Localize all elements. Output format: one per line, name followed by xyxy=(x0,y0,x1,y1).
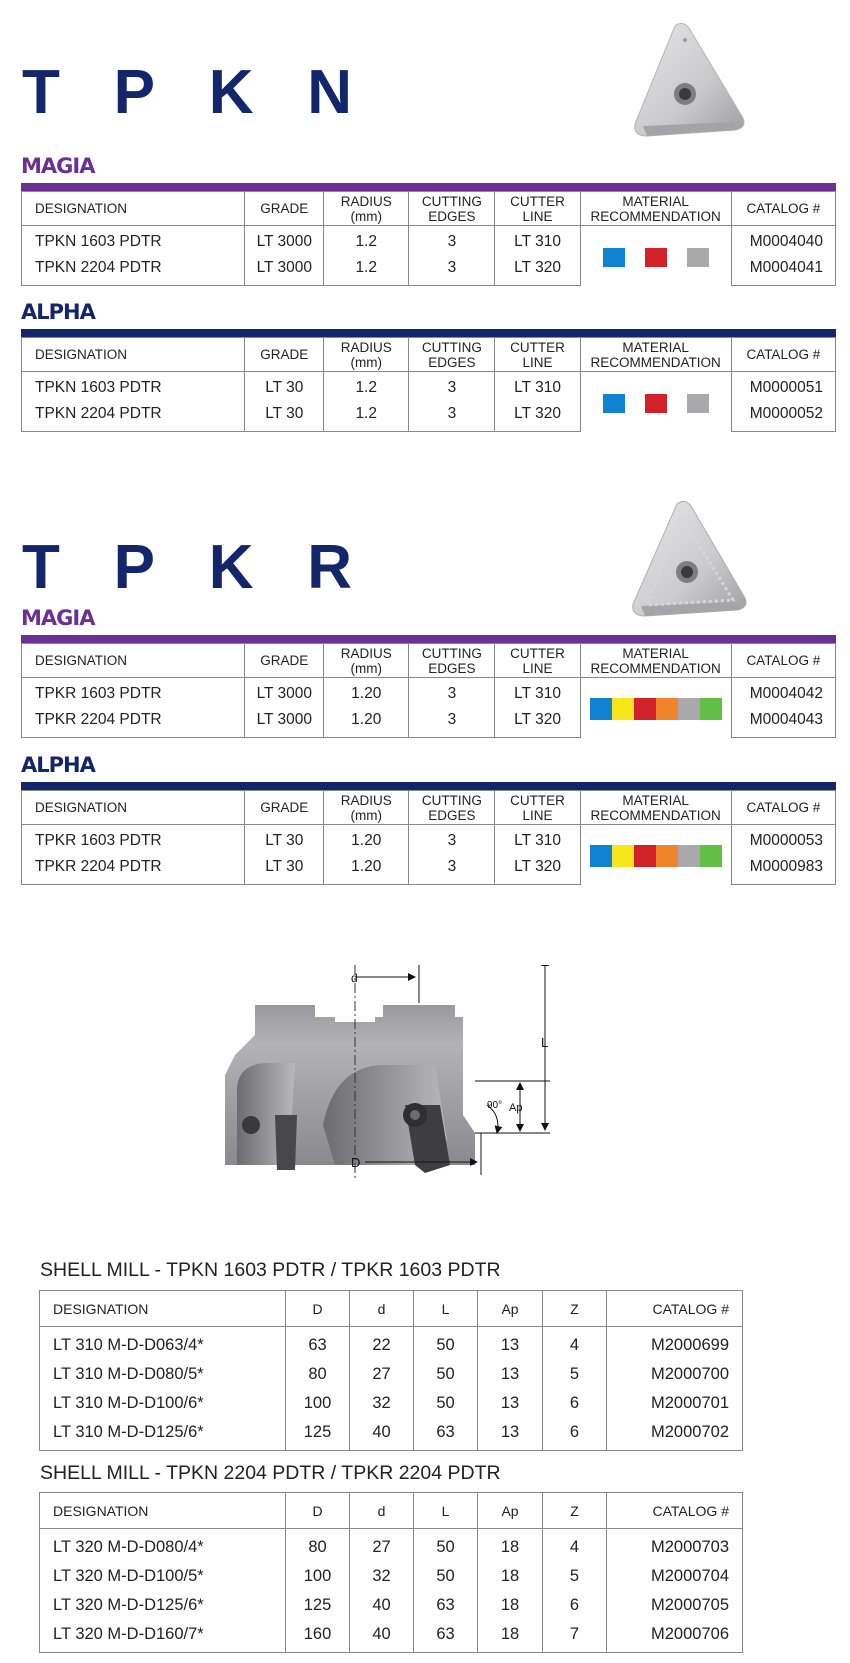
col-radius xyxy=(324,338,409,372)
col-grade: GRADE xyxy=(245,791,324,825)
mill1-table xyxy=(39,1290,743,1451)
cell-L: 63 xyxy=(414,1620,478,1653)
tpkn-insert-image xyxy=(625,18,755,148)
tpkr-alpha-table xyxy=(21,790,836,885)
cell-material xyxy=(580,226,731,286)
col-L: L xyxy=(414,1493,478,1529)
col-line xyxy=(495,644,580,678)
col-material-line1: MATERIAL xyxy=(622,193,689,209)
cell-edges: 3 xyxy=(409,678,495,708)
title-letter: T xyxy=(22,58,60,127)
col-edges-line2: EDGES xyxy=(428,354,476,370)
table-row xyxy=(40,1562,743,1591)
cell-Z: 6 xyxy=(543,1389,607,1418)
table-row xyxy=(40,1529,743,1563)
label-D: D xyxy=(351,1155,361,1170)
cell-d: 40 xyxy=(350,1418,414,1451)
col-Ap: Ap xyxy=(478,1291,543,1327)
table-row xyxy=(40,1327,743,1361)
cell-grade: LT 3000 xyxy=(245,678,324,708)
cell-D: 160 xyxy=(286,1620,350,1653)
table-row xyxy=(40,1418,743,1451)
cell-grade: LT 30 xyxy=(245,825,324,855)
cell-catalog: M0004042 xyxy=(731,678,835,708)
material-swatch-green xyxy=(700,845,722,867)
cell-line: LT 320 xyxy=(495,707,580,738)
cell-designation: TPKN 2204 PDTR xyxy=(22,401,245,432)
cell-grade: LT 30 xyxy=(245,372,324,402)
table-row xyxy=(40,1620,743,1653)
cell-designation: LT 320 M-D-D160/7* xyxy=(40,1620,286,1653)
cell-edges: 3 xyxy=(409,707,495,738)
material-swatch-blue xyxy=(603,394,625,413)
cell-Ap: 13 xyxy=(478,1418,543,1451)
cell-d: 40 xyxy=(350,1591,414,1620)
col-material-line2: RECOMMENDATION xyxy=(590,660,721,676)
col-line xyxy=(495,192,580,226)
col-Z: Z xyxy=(543,1493,607,1529)
cell-Ap: 18 xyxy=(478,1591,543,1620)
col-catalog: CATALOG # xyxy=(731,644,835,678)
cell-catalog: M0000051 xyxy=(731,372,835,402)
cell-radius: 1.2 xyxy=(324,226,409,256)
cell-L: 63 xyxy=(414,1591,478,1620)
cell-d: 32 xyxy=(350,1562,414,1591)
material-swatch-green xyxy=(700,698,722,720)
col-catalog: CATALOG # xyxy=(731,791,835,825)
header-row xyxy=(22,791,836,825)
col-Ap: Ap xyxy=(478,1493,543,1529)
label-L: L xyxy=(541,1035,549,1050)
cell-edges: 3 xyxy=(409,401,495,432)
col-edges xyxy=(409,644,495,678)
mill1-title: SHELL MILL - TPKN 1603 PDTR / TPKR 1603 PDTR xyxy=(40,1259,501,1281)
col-edges-line2: EDGES xyxy=(428,208,476,224)
material-swatch-gray xyxy=(678,845,700,867)
label-Ap: Ap xyxy=(509,1102,523,1114)
col-material xyxy=(580,791,731,825)
cell-line: LT 310 xyxy=(495,372,580,402)
cell-material xyxy=(580,825,731,885)
cell-radius: 1.20 xyxy=(324,825,409,855)
cell-Z: 4 xyxy=(543,1327,607,1361)
cell-d: 22 xyxy=(350,1327,414,1361)
col-radius-line1: RADIUS xyxy=(340,339,392,355)
tpkn-alpha-rule xyxy=(21,329,836,337)
material-swatch-red xyxy=(634,845,656,867)
material-swatch-yellow xyxy=(612,845,634,867)
col-line-line2: LINE xyxy=(522,660,553,676)
cell-D: 125 xyxy=(286,1418,350,1451)
shell-mill-diagram xyxy=(225,965,605,1245)
cell-radius: 1.20 xyxy=(324,678,409,708)
col-D: D xyxy=(286,1493,350,1529)
material-swatch-blue xyxy=(590,845,612,867)
table-row xyxy=(22,678,836,708)
col-designation: DESIGNATION xyxy=(22,791,245,825)
tpkr-insert-image xyxy=(625,498,755,628)
col-material-line2: RECOMMENDATION xyxy=(590,354,721,370)
col-line-line1: CUTTER xyxy=(510,339,565,355)
cell-line: LT 320 xyxy=(495,854,580,885)
cell-designation: LT 320 M-D-D100/5* xyxy=(40,1562,286,1591)
cell-Ap: 13 xyxy=(478,1389,543,1418)
title-letter: K xyxy=(208,58,254,127)
material-swatch-yellow xyxy=(612,698,634,720)
cell-D: 100 xyxy=(286,1562,350,1591)
cell-line: LT 320 xyxy=(495,255,580,286)
cell-D: 100 xyxy=(286,1389,350,1418)
cell-designation: TPKR 2204 PDTR xyxy=(22,707,245,738)
title-letter: P xyxy=(113,533,155,602)
cell-Ap: 18 xyxy=(478,1620,543,1653)
cell-catalog: M2000699 xyxy=(607,1327,743,1361)
cell-designation: TPKR 1603 PDTR xyxy=(22,678,245,708)
cell-grade: LT 3000 xyxy=(245,226,324,256)
col-radius-line2: (mm) xyxy=(350,354,382,370)
cell-radius: 1.2 xyxy=(324,372,409,402)
cell-grade: LT 30 xyxy=(245,854,324,885)
cell-Ap: 13 xyxy=(478,1327,543,1361)
header-row xyxy=(22,192,836,226)
col-grade: GRADE xyxy=(245,338,324,372)
cell-material xyxy=(580,678,731,738)
cell-radius: 1.2 xyxy=(324,255,409,286)
cell-edges: 3 xyxy=(409,255,495,286)
cell-catalog: M0004041 xyxy=(731,255,835,286)
cell-edges: 3 xyxy=(409,226,495,256)
col-designation: DESIGNATION xyxy=(22,644,245,678)
col-radius-line1: RADIUS xyxy=(340,193,392,209)
cell-catalog: M2000702 xyxy=(607,1418,743,1451)
col-edges-line1: CUTTING xyxy=(421,193,482,209)
cell-L: 50 xyxy=(414,1529,478,1563)
tpkr-magia-rule xyxy=(21,635,836,643)
cell-L: 50 xyxy=(414,1360,478,1389)
title-letter: T xyxy=(22,533,60,602)
title-letter: R xyxy=(307,533,352,602)
col-line xyxy=(495,338,580,372)
cell-D: 80 xyxy=(286,1360,350,1389)
cell-line: LT 310 xyxy=(495,226,580,256)
col-catalog: CATALOG # xyxy=(731,192,835,226)
col-edges-line1: CUTTING xyxy=(421,339,482,355)
header-row xyxy=(40,1291,743,1327)
col-d: d xyxy=(350,1493,414,1529)
col-edges xyxy=(409,192,495,226)
table-row xyxy=(22,226,836,256)
col-grade: GRADE xyxy=(245,644,324,678)
col-edges xyxy=(409,338,495,372)
cell-designation: LT 310 M-D-D080/5* xyxy=(40,1360,286,1389)
cell-designation: LT 310 M-D-D063/4* xyxy=(40,1327,286,1361)
tpkr-title xyxy=(22,533,352,602)
cell-catalog: M2000700 xyxy=(607,1360,743,1389)
mill2-table xyxy=(39,1492,743,1653)
cell-catalog: M2000706 xyxy=(607,1620,743,1653)
col-grade: GRADE xyxy=(245,192,324,226)
col-radius-line2: (mm) xyxy=(350,660,382,676)
cell-d: 40 xyxy=(350,1620,414,1653)
col-material xyxy=(580,192,731,226)
cell-Ap: 13 xyxy=(478,1360,543,1389)
col-edges xyxy=(409,791,495,825)
cell-designation: TPKR 2204 PDTR xyxy=(22,854,245,885)
col-designation: DESIGNATION xyxy=(40,1291,286,1327)
tpkn-magia-table xyxy=(21,191,836,286)
col-material xyxy=(580,338,731,372)
title-letter: N xyxy=(307,58,352,127)
cell-L: 50 xyxy=(414,1562,478,1591)
cell-designation: LT 310 M-D-D125/6* xyxy=(40,1418,286,1451)
cell-Ap: 18 xyxy=(478,1529,543,1563)
cell-catalog: M2000705 xyxy=(607,1591,743,1620)
col-edges-line2: EDGES xyxy=(428,660,476,676)
material-swatch-blue xyxy=(590,698,612,720)
col-edges-line2: EDGES xyxy=(428,807,476,823)
cell-catalog: M2000703 xyxy=(607,1529,743,1563)
cell-grade: LT 30 xyxy=(245,401,324,432)
col-radius xyxy=(324,192,409,226)
cell-catalog: M0000052 xyxy=(731,401,835,432)
tpkn-alpha-brand: ALPHA xyxy=(21,300,95,324)
cell-Z: 6 xyxy=(543,1591,607,1620)
cell-designation: TPKR 1603 PDTR xyxy=(22,825,245,855)
col-radius xyxy=(324,644,409,678)
material-strip xyxy=(590,845,722,867)
header-row xyxy=(22,338,836,372)
cell-Ap: 18 xyxy=(478,1562,543,1591)
col-material-line2: RECOMMENDATION xyxy=(590,208,721,224)
cell-radius: 1.2 xyxy=(324,401,409,432)
col-radius xyxy=(324,791,409,825)
col-designation: DESIGNATION xyxy=(22,192,245,226)
cell-designation: TPKN 1603 PDTR xyxy=(22,226,245,256)
cell-L: 63 xyxy=(414,1418,478,1451)
tpkn-alpha-table xyxy=(21,337,836,432)
tpkr-alpha-brand: ALPHA xyxy=(21,753,95,777)
col-catalog: CATALOG # xyxy=(607,1493,743,1529)
col-L: L xyxy=(414,1291,478,1327)
col-line-line2: LINE xyxy=(522,354,553,370)
col-designation: DESIGNATION xyxy=(40,1493,286,1529)
col-line xyxy=(495,791,580,825)
title-letter: P xyxy=(113,58,155,127)
title-letter: K xyxy=(208,533,254,602)
col-D: D xyxy=(286,1291,350,1327)
col-radius-line1: RADIUS xyxy=(340,792,392,808)
col-line-line1: CUTTER xyxy=(510,792,565,808)
material-swatch-red xyxy=(645,248,667,267)
col-radius-line2: (mm) xyxy=(350,208,382,224)
material-swatch-red xyxy=(634,698,656,720)
material-swatch-gray xyxy=(687,248,709,267)
cell-material xyxy=(580,372,731,432)
cell-designation: LT 320 M-D-D125/6* xyxy=(40,1591,286,1620)
cell-grade: LT 3000 xyxy=(245,255,324,286)
col-edges-line1: CUTTING xyxy=(421,645,482,661)
cell-d: 27 xyxy=(350,1529,414,1563)
col-catalog: CATALOG # xyxy=(731,338,835,372)
cell-D: 125 xyxy=(286,1591,350,1620)
col-d: d xyxy=(350,1291,414,1327)
col-line-line2: LINE xyxy=(522,807,553,823)
tpkr-magia-brand: MAGIA xyxy=(21,606,95,630)
material-swatch-red xyxy=(645,394,667,413)
col-material-line1: MATERIAL xyxy=(622,645,689,661)
tpkr-alpha-rule xyxy=(21,782,836,790)
cell-D: 80 xyxy=(286,1529,350,1563)
header-row xyxy=(40,1493,743,1529)
cell-designation: TPKN 1603 PDTR xyxy=(22,372,245,402)
cell-Z: 6 xyxy=(543,1418,607,1451)
cell-Z: 7 xyxy=(543,1620,607,1653)
cell-Z: 5 xyxy=(543,1360,607,1389)
cell-catalog: M2000701 xyxy=(607,1389,743,1418)
col-material xyxy=(580,644,731,678)
col-Z: Z xyxy=(543,1291,607,1327)
cell-designation: LT 310 M-D-D100/6* xyxy=(40,1389,286,1418)
col-line-line2: LINE xyxy=(522,208,553,224)
cell-L: 50 xyxy=(414,1327,478,1361)
tpkr-magia-table xyxy=(21,643,836,738)
cell-D: 63 xyxy=(286,1327,350,1361)
col-edges-line1: CUTTING xyxy=(421,792,482,808)
cell-catalog: M0000983 xyxy=(731,854,835,885)
cell-L: 50 xyxy=(414,1389,478,1418)
col-line-line1: CUTTER xyxy=(510,645,565,661)
cell-line: LT 310 xyxy=(495,678,580,708)
cell-Z: 5 xyxy=(543,1562,607,1591)
col-designation: DESIGNATION xyxy=(22,338,245,372)
tpkn-magia-rule xyxy=(21,183,836,191)
col-material-line2: RECOMMENDATION xyxy=(590,807,721,823)
col-material-line1: MATERIAL xyxy=(622,339,689,355)
cell-edges: 3 xyxy=(409,372,495,402)
cell-catalog: M2000704 xyxy=(607,1562,743,1591)
col-catalog: CATALOG # xyxy=(607,1291,743,1327)
cell-edges: 3 xyxy=(409,825,495,855)
table-row xyxy=(40,1360,743,1389)
cell-catalog: M0000053 xyxy=(731,825,835,855)
material-swatch-gray xyxy=(687,394,709,413)
cell-radius: 1.20 xyxy=(324,707,409,738)
table-row xyxy=(40,1389,743,1418)
table-row xyxy=(22,372,836,402)
mill2-title: SHELL MILL - TPKN 2204 PDTR / TPKR 2204 PDTR xyxy=(40,1462,501,1484)
cell-radius: 1.20 xyxy=(324,854,409,885)
header-row xyxy=(22,644,836,678)
tpkn-magia-brand: MAGIA xyxy=(21,154,95,178)
material-swatch-orange xyxy=(656,845,678,867)
cell-line: LT 320 xyxy=(495,401,580,432)
cell-edges: 3 xyxy=(409,854,495,885)
cell-d: 27 xyxy=(350,1360,414,1389)
label-d: d xyxy=(351,971,358,985)
table-row xyxy=(40,1591,743,1620)
cell-grade: LT 3000 xyxy=(245,707,324,738)
col-radius-line1: RADIUS xyxy=(340,645,392,661)
cell-Z: 4 xyxy=(543,1529,607,1563)
material-swatch-orange xyxy=(656,698,678,720)
material-swatch-blue xyxy=(603,248,625,267)
table-row xyxy=(22,825,836,855)
label-angle: 90° xyxy=(487,1100,503,1111)
tpkn-title xyxy=(22,58,352,127)
cell-designation: LT 320 M-D-D080/4* xyxy=(40,1529,286,1563)
cell-catalog: M0004043 xyxy=(731,707,835,738)
cell-designation: TPKN 2204 PDTR xyxy=(22,255,245,286)
cell-catalog: M0004040 xyxy=(731,226,835,256)
cell-line: LT 310 xyxy=(495,825,580,855)
col-radius-line2: (mm) xyxy=(350,807,382,823)
col-line-line1: CUTTER xyxy=(510,193,565,209)
material-strip xyxy=(590,698,722,720)
col-material-line1: MATERIAL xyxy=(622,792,689,808)
material-swatch-gray xyxy=(678,698,700,720)
cell-d: 32 xyxy=(350,1389,414,1418)
